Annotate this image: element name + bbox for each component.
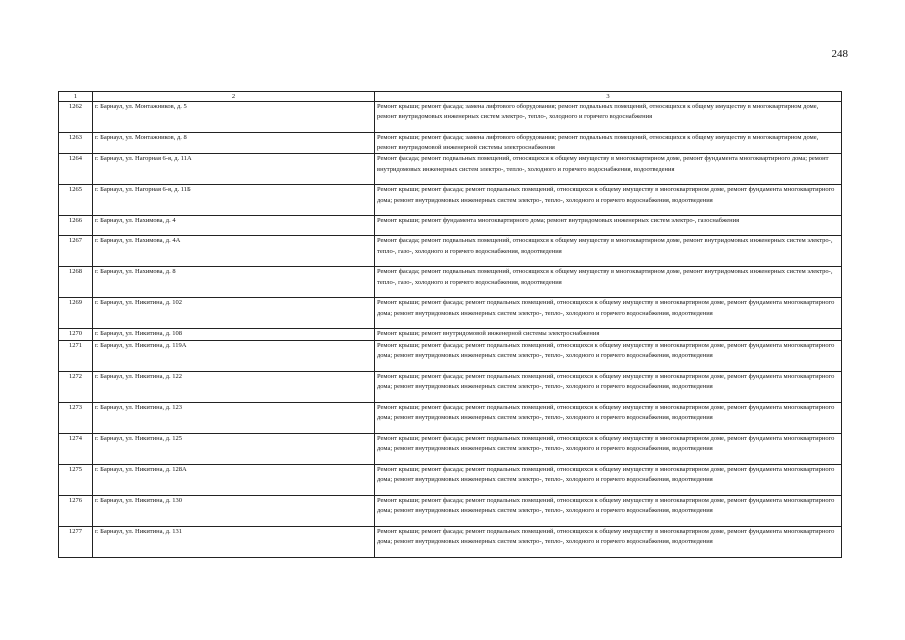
row-number: 1265 [59, 185, 93, 216]
table-row [59, 102, 842, 133]
row-number: 1277 [59, 526, 93, 557]
table-row [59, 154, 842, 185]
row-works: Ремонт крыши; ремонт фасада; ремонт подвальных помещений, относящихся к общему имуществу в многоквартирном доме, ремонт фундамента многоквартирного дома; ремонт внутридомовых инженерных систем электро-, тепло-, холодного и горячего водоснабжения, водоотведения [375, 464, 842, 495]
row-number: 1272 [59, 371, 93, 402]
column-number-2: 2 [93, 92, 375, 102]
table-row [59, 267, 842, 298]
row-address: г. Барнаул, ул. Нахимова, д. 4 [93, 216, 375, 236]
row-address: г. Барнаул, ул. Нахимова, д. 4А [93, 236, 375, 267]
row-number: 1262 [59, 102, 93, 133]
row-works: Ремонт фасада; ремонт подвальных помещений, относящихся к общему имуществу в многоквартирном доме, ремонт фундамента многоквартирного дома; ремонт внутридомовых инженерных систем электро-, тепло-, холодного и горячего водоснабжения, водоотведения [375, 154, 842, 185]
row-address: г. Барнаул, ул. Нагорная 6-я, д. 11А [93, 154, 375, 185]
row-works: Ремонт крыши; ремонт фасада; замена лифтового оборудования; ремонт подвальных помещений, относящихся к общему имуществу в многоквартирном доме, ремонт внутридомовых инженерных систем электро-, тепло-, холодного и горячего водоснабжения [375, 102, 842, 133]
row-number: 1264 [59, 154, 93, 185]
column-number-3: 3 [375, 92, 842, 102]
row-number: 1275 [59, 464, 93, 495]
row-works: Ремонт фасада; ремонт подвальных помещений, относящихся к общему имуществу в многоквартирном доме, ремонт внутридомовых инженерных систем электро-, тепло-, газо-, холодного и горячего водоснабжения, водоотведения [375, 236, 842, 267]
row-address: г. Барнаул, ул. Никитина, д. 102 [93, 298, 375, 329]
row-address: г. Барнаул, ул. Никитина, д. 122 [93, 371, 375, 402]
row-address: г. Барнаул, ул. Никитина, д. 125 [93, 433, 375, 464]
row-address: г. Барнаул, ул. Никитина, д. 123 [93, 402, 375, 433]
row-number: 1266 [59, 216, 93, 236]
row-works: Ремонт крыши; ремонт фасада; ремонт подвальных помещений, относящихся к общему имуществу в многоквартирном доме, ремонт фундамента многоквартирного дома; ремонт внутридомовых инженерных систем электро-, тепло-, холодного и горячего водоснабжения, водоотведения [375, 495, 842, 526]
row-number: 1271 [59, 340, 93, 371]
table-row [59, 340, 842, 371]
row-number: 1268 [59, 267, 93, 298]
row-works: Ремонт крыши; ремонт фундамента многоквартирного дома; ремонт внутридомовых инженерных систем электро-, газоснабжения [375, 216, 842, 236]
page-number: 248 [831, 48, 848, 60]
row-number: 1267 [59, 236, 93, 267]
row-address: г. Барнаул, ул. Монтажников, д. 8 [93, 133, 375, 154]
row-works: Ремонт крыши; ремонт фасада; ремонт подвальных помещений, относящихся к общему имуществу в многоквартирном доме, ремонт фундамента многоквартирного дома; ремонт внутридомовых инженерных систем электро-, тепло-, холодного и горячего водоснабжения, водоотведения [375, 402, 842, 433]
row-works: Ремонт крыши; ремонт фасада; ремонт подвальных помещений, относящихся к общему имуществу в многоквартирном доме, ремонт фундамента многоквартирного дома; ремонт внутридомовых инженерных систем электро-, тепло-, холодного и горячего водоснабжения, водоотведения [375, 433, 842, 464]
table-row [59, 371, 842, 402]
row-works: Ремонт крыши; ремонт фасада; ремонт подвальных помещений, относящихся к общему имуществу в многоквартирном доме, ремонт фундамента многоквартирного дома; ремонт внутридомовых инженерных систем электро-, тепло-, холодного и горячего водоснабжения, водоотведения [375, 526, 842, 557]
row-number: 1276 [59, 495, 93, 526]
row-works: Ремонт крыши; ремонт внутридомовой инженерной системы электроснабжения [375, 329, 842, 340]
row-number: 1263 [59, 133, 93, 154]
row-works: Ремонт крыши; ремонт фасада; ремонт подвальных помещений, относящихся к общему имуществу в многоквартирном доме, ремонт фундамента многоквартирного дома; ремонт внутридомовых инженерных систем электро-, тепло-, холодного и горячего водоснабжения, водоотведения [375, 371, 842, 402]
row-number: 1270 [59, 329, 93, 340]
table-row [59, 495, 842, 526]
row-works: Ремонт крыши; ремонт фасада; ремонт подвальных помещений, относящихся к общему имуществу в многоквартирном доме, ремонт фундамента многоквартирного дома; ремонт внутридомовых инженерных систем электро-, тепло-, холодного и горячего водоснабжения, водоотведения [375, 185, 842, 216]
table-row [59, 329, 842, 340]
row-works: Ремонт крыши; ремонт фасада; замена лифтового оборудования; ремонт подвальных помещений, относящихся к общему имуществу в многоквартирном доме, ремонт внутридомовой инженерной системы электроснабжения [375, 133, 842, 154]
table-row [59, 185, 842, 216]
row-works: Ремонт крыши; ремонт фасада; ремонт подвальных помещений, относящихся к общему имуществу в многоквартирном доме, ремонт фундамента многоквартирного дома; ремонт внутридомовых инженерных систем электро-, тепло-, холодного и горячего водоснабжения, водоотведения [375, 298, 842, 329]
table-row [59, 402, 842, 433]
row-number: 1273 [59, 402, 93, 433]
table-row [59, 433, 842, 464]
buildings-table [58, 91, 842, 558]
row-address: г. Барнаул, ул. Никитина, д. 130 [93, 495, 375, 526]
row-number: 1274 [59, 433, 93, 464]
table-row [59, 464, 842, 495]
row-address: г. Барнаул, ул. Никитина, д. 131 [93, 526, 375, 557]
table-row [59, 298, 842, 329]
column-number-1: 1 [59, 92, 93, 102]
table-row [59, 216, 842, 236]
row-address: г. Барнаул, ул. Никитина, д. 128А [93, 464, 375, 495]
row-works: Ремонт фасада; ремонт подвальных помещений, относящихся к общему имуществу в многоквартирном доме, ремонт внутридомовых инженерных систем электро-, тепло-, газо-, холодного и горячего водоснабжения, водоотведения [375, 267, 842, 298]
row-address: г. Барнаул, ул. Нахимова, д. 8 [93, 267, 375, 298]
row-number: 1269 [59, 298, 93, 329]
row-address: г. Барнаул, ул. Никитина, д. 108 [93, 329, 375, 340]
table-body [59, 92, 842, 558]
row-address: г. Барнаул, ул. Нагорная 6-я, д. 11Б [93, 185, 375, 216]
table-row [59, 526, 842, 557]
row-address: г. Барнаул, ул. Никитина, д. 119А [93, 340, 375, 371]
row-works: Ремонт крыши; ремонт фасада; ремонт подвальных помещений, относящихся к общему имуществу в многоквартирном доме, ремонт фундамента многоквартирного дома; ремонт внутридомовых инженерных систем электро-, тепло-, холодного и горячего водоснабжения, водоотведения [375, 340, 842, 371]
row-address: г. Барнаул, ул. Монтажников, д. 5 [93, 102, 375, 133]
column-number-row [59, 92, 842, 102]
table-row [59, 133, 842, 154]
table-row [59, 236, 842, 267]
